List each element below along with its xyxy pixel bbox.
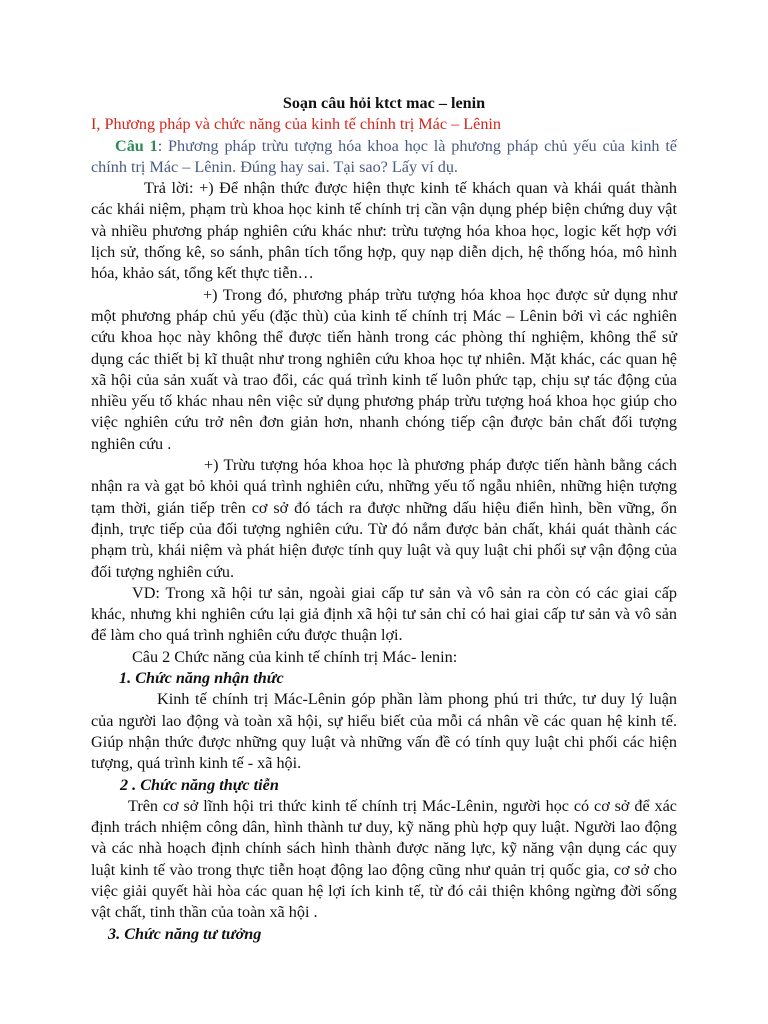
document-page: [91, 93, 677, 945]
question-1-text: : Phương pháp trừu tượng hóa khoa học là phương pháp chủ yếu của kinh tế chính trị Mác – Lênin. Đúng hay sai. Tại sao? Lấy ví dụ.: [91, 136, 677, 176]
document-title: Soạn câu hỏi ktct mac – lenin: [282, 94, 486, 112]
function-2-text: Trên cơ sở lĩnh hội tri thức kinh tế chính trị Mác-Lênin, người học có cơ sở để xác định trách nhiệm công dân, hình thành tư duy, kỹ năng phù hợp quy luật. Người lao động và các nhà hoạch định chính sách hình thành được năng lực, kỹ năng vận dụng các quy luật kinh tế vào trong thực tiễn hoạt động lao động cũng như quản trị quốc gia, cơ sở cho việc giải quyết hài hòa các quan hệ lợi ích kinh tế, từ đó cải thiện không ngừng đời sống vật chất, tinh thần của toàn xã hội .: [91, 796, 677, 922]
example-paragraph: VD: Trong xã hội tư sản, ngoài giai cấp tư sản và vô sản ra còn có các giai cấp khác, nhưng khi nghiên cứu lại giả định xã hội tư sản chỉ có hai giai cấp tư sản và vô sản để làm cho quá trình nghiên cứu được thuận lợi.: [91, 583, 677, 645]
section-heading: I, Phương pháp và chức năng của kinh tế chính trị Mác – Lênin: [91, 115, 501, 134]
function-1-heading: 1. Chức năng nhận thức: [119, 669, 284, 688]
question-1: [91, 136, 677, 179]
question-1-label: Câu 1: [115, 136, 158, 155]
answer-paragraph-1: Trả lời: +) Để nhận thức được hiện thực kinh tế khách quan và khái quát thành các khái niệm, phạm trù khoa học kinh tế chính trị cần vận dụng phép biện chứng duy vật và nhiều phương pháp nghiên cứu khác như: trừu tượng hóa khoa học, logic kết hợp với lịch sử, thống kê, so sánh, phân tích tổng hợp, quy nạp diễn dịch, hệ thống hóa, mô hình hóa, khảo sát, tổng kết thực tiễn…: [91, 179, 677, 283]
function-1-text: Kinh tế chính trị Mác-Lênin góp phần làm phong phú tri thức, tư duy lý luận của người lao động và toàn xã hội, sự hiểu biết của mỗi cá nhân về các quan hệ kinh tế. Giúp nhận thức được những quy luật và những vấn đề có tính quy luật chi phối các hiện tượng, quá trình kinh tế - xã hội.: [91, 690, 677, 773]
question-2: Câu 2 Chức năng của kinh tế chính trị Mác- lenin:: [132, 647, 458, 666]
answer-paragraph-3: +) Trừu tượng hóa khoa học là phương pháp được tiến hành bằng cách nhận ra và gạt bỏ khỏi quá trình nghiên cứu, những yếu tố ngẫu nhiên, những hiện tượng tạm thời, gián tiếp trên cơ sở đó tách ra được những dấu hiệu điển hình, bền vững, ổn định, trực tiếp của đối tượng nghiên cứu. Từ đó nắm được bản chất, khái quát thành các phạm trù, khái niệm và phát hiện được tính quy luật và quy luật chi phối sự vận động của đối tượng nghiên cứu.: [91, 456, 677, 581]
function-2-heading: 2 . Chức năng thực tiễn: [120, 775, 279, 794]
answer-paragraph-2: +) Trong đó, phương pháp trừu tượng hóa khoa học được sử dụng như một phương pháp chủ yếu (đặc thù) của kinh tế chính trị Mác – Lênin bởi vì các nghiên cứu khoa học này không thể được tiến hành trong các phòng thí nghiệm, không thể sử dụng các thiết bị kĩ thuật như trong nghiên cứu khoa học tự nhiên. Mặt khác, các quan hệ xã hội của sản xuất và trao đổi, các quá trình kinh tế luôn phức tạp, chịu sự tác động của nhiều yếu tố khác nhau nên việc sử dụng phương pháp trừu tượng hoá khoa học giúp cho việc nghiên cứu trở nên đơn giản hơn, nhanh chóng tiếp cận được bản chất đối tượng nghiên cứu .: [91, 285, 677, 453]
function-3-heading: 3. Chức năng tư tưởng: [108, 924, 262, 943]
